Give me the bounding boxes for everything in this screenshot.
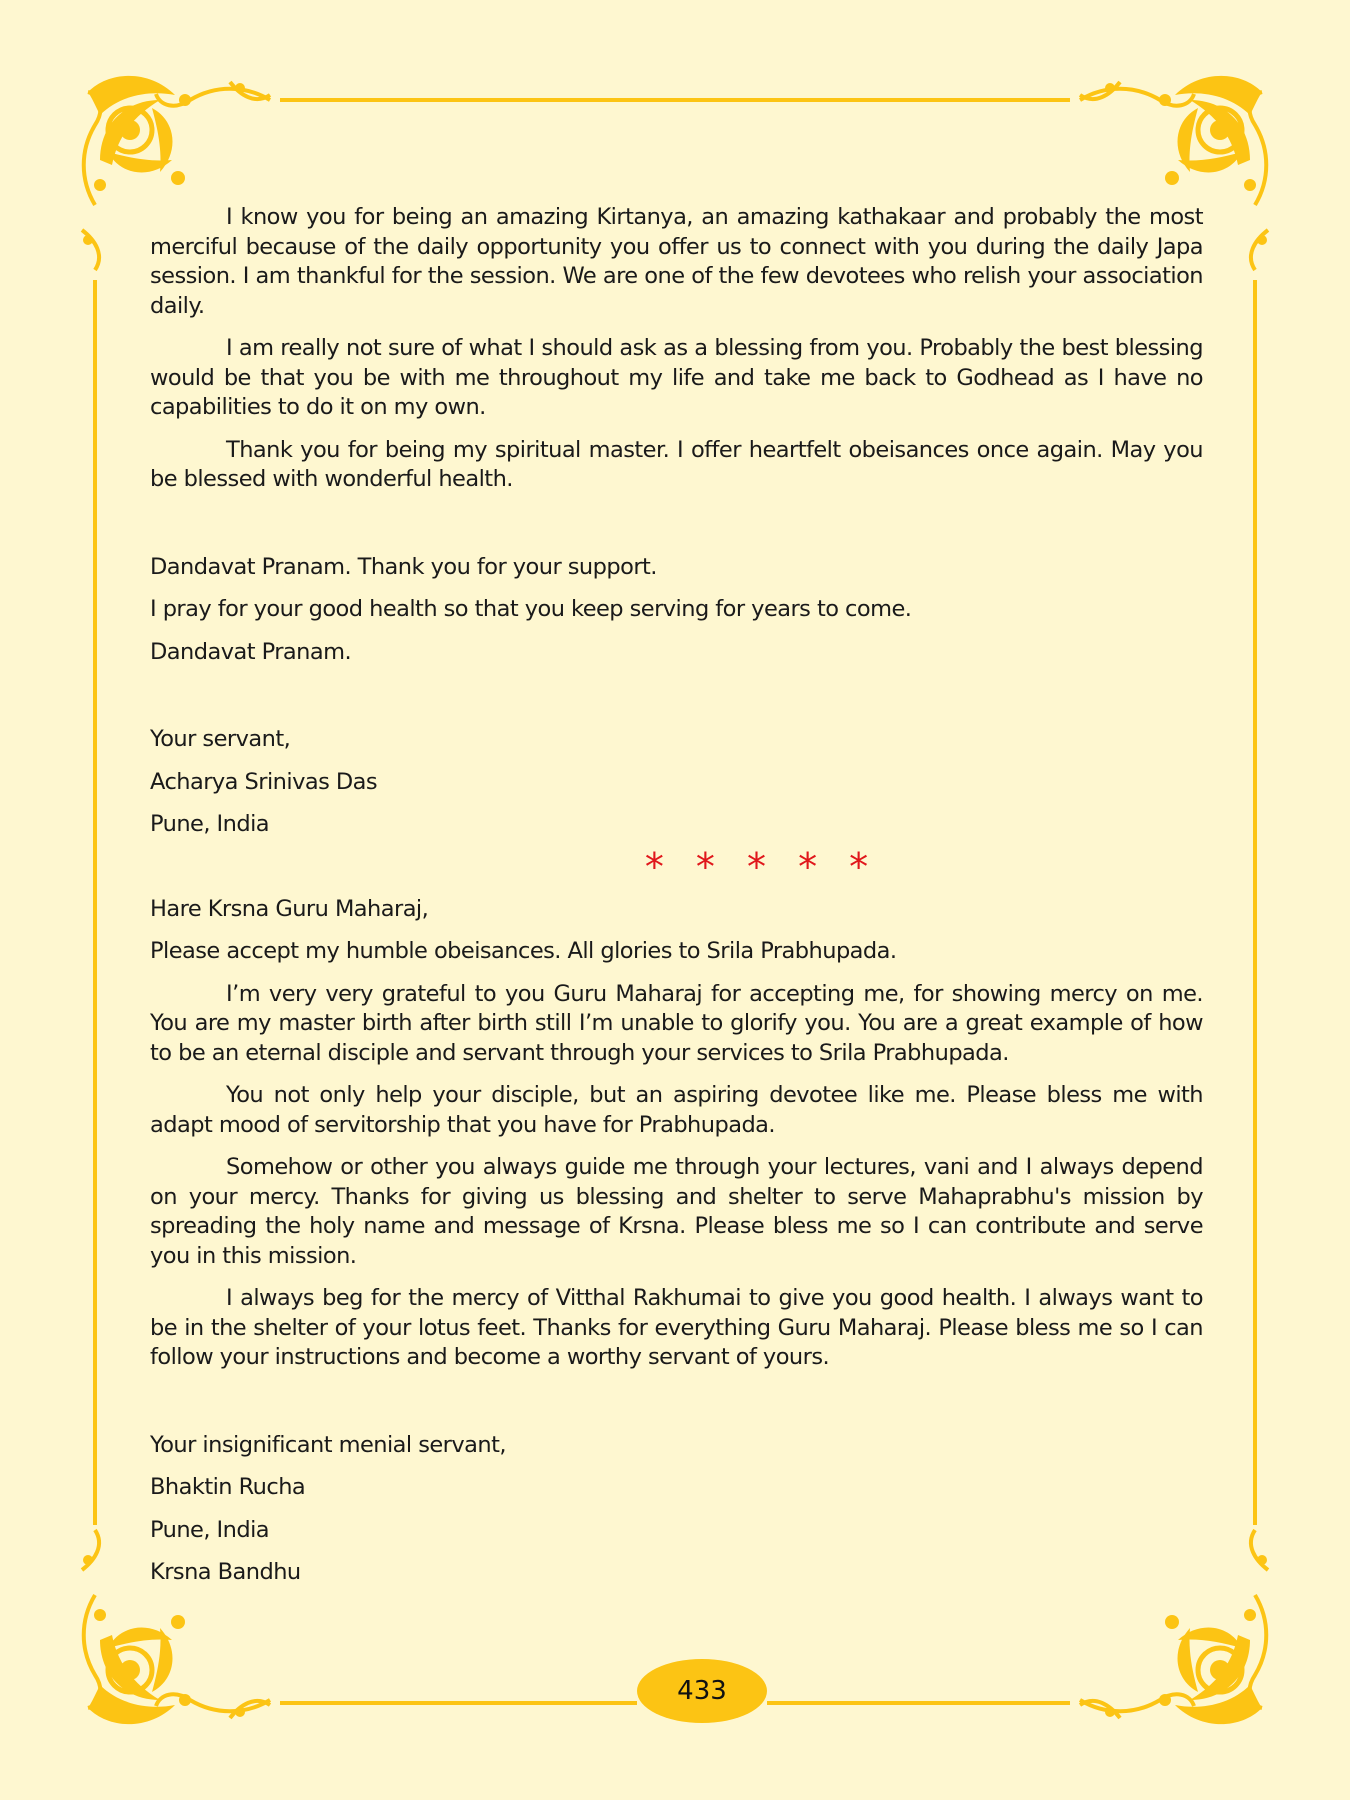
letter2-signature-name: Bhaktin Rucha bbox=[150, 1474, 306, 1500]
page-content bbox=[150, 203, 1203, 1588]
letter1-line-1: Dandavat Pranam. Thank you for your support. bbox=[150, 553, 657, 580]
letter2-paragraph-4: I always beg for the mercy of Vitthal Rakhumai to give you good health. I always want to be in the shelter of your lotus feet. Thanks for everything Guru Maharaj. Please bless me so I can follow your instructions and become a worthy servant of yours. bbox=[150, 1285, 1203, 1370]
letter1-signature-name: Acharya Srinivas Das bbox=[150, 768, 378, 795]
letter2-salutation: Hare Krsna Guru Maharaj, bbox=[150, 895, 429, 922]
letter1-line-3: Dandavat Pranam. bbox=[150, 638, 352, 665]
letter2-paragraph-3: Somehow or other you always guide me through your lectures, vani and I always depend on your mercy. Thanks for giving us blessing and shelter to serve Mahaprabhu's mission by spreading the holy name and message of Krsna. Please bless me so I can contribute and serve you in this mission. bbox=[150, 1154, 1203, 1269]
letter2-paragraph-2: You not only help your disciple, but an aspiring devotee like me. Please bless me with adapt mood of servitorship that you have for Prabhupada. bbox=[150, 1082, 1203, 1138]
page-number: 433 bbox=[677, 1676, 727, 1706]
letter2-paragraph-1: I’m very very grateful to you Guru Maharaj for accepting me, for showing mercy on me. You are my master birth after birth still I’m unable to glorify you. You are a great example of how to be an eternal disciple and servant through your services to Srila Prabhupada. bbox=[150, 980, 1203, 1066]
page-number-badge bbox=[637, 1659, 767, 1723]
letter1-paragraph-1: I know you for being an amazing Kirtanya, an amazing kathakaar and probably the most merciful because of the daily opportunity you offer us to connect with you during the daily Japa session. I am thankful for the session. We are one of the few devotees who relish your association daily. bbox=[150, 204, 1203, 319]
letter1-line-2: I pray for your good health so that you keep serving for years to come. bbox=[150, 596, 912, 622]
letter2-signature-group: Krsna Bandhu bbox=[150, 1559, 301, 1585]
letter2-closing: Your insignificant menial servant, bbox=[150, 1431, 506, 1458]
separator-stars: * * * * * bbox=[644, 844, 879, 889]
letter1-paragraph-3: Thank you for being my spiritual master. I offer heartfelt obeisances once again. May you be blessed with wonderful health. bbox=[150, 436, 1203, 492]
letter1-paragraph-2: I am really not sure of what I should ask as a blessing from you. Probably the best blessing would be that you be with me throughout my life and take me back to Godhead as I have no capabilities to do it on my own. bbox=[150, 335, 1203, 420]
letter2-opening: Please accept my humble obeisances. All glories to Srila Prabhupada. bbox=[150, 938, 897, 964]
letter1-closing: Your servant, bbox=[150, 726, 291, 752]
letter2-signature-place: Pune, India bbox=[150, 1516, 270, 1543]
letter1-signature-place: Pune, India bbox=[150, 811, 270, 837]
